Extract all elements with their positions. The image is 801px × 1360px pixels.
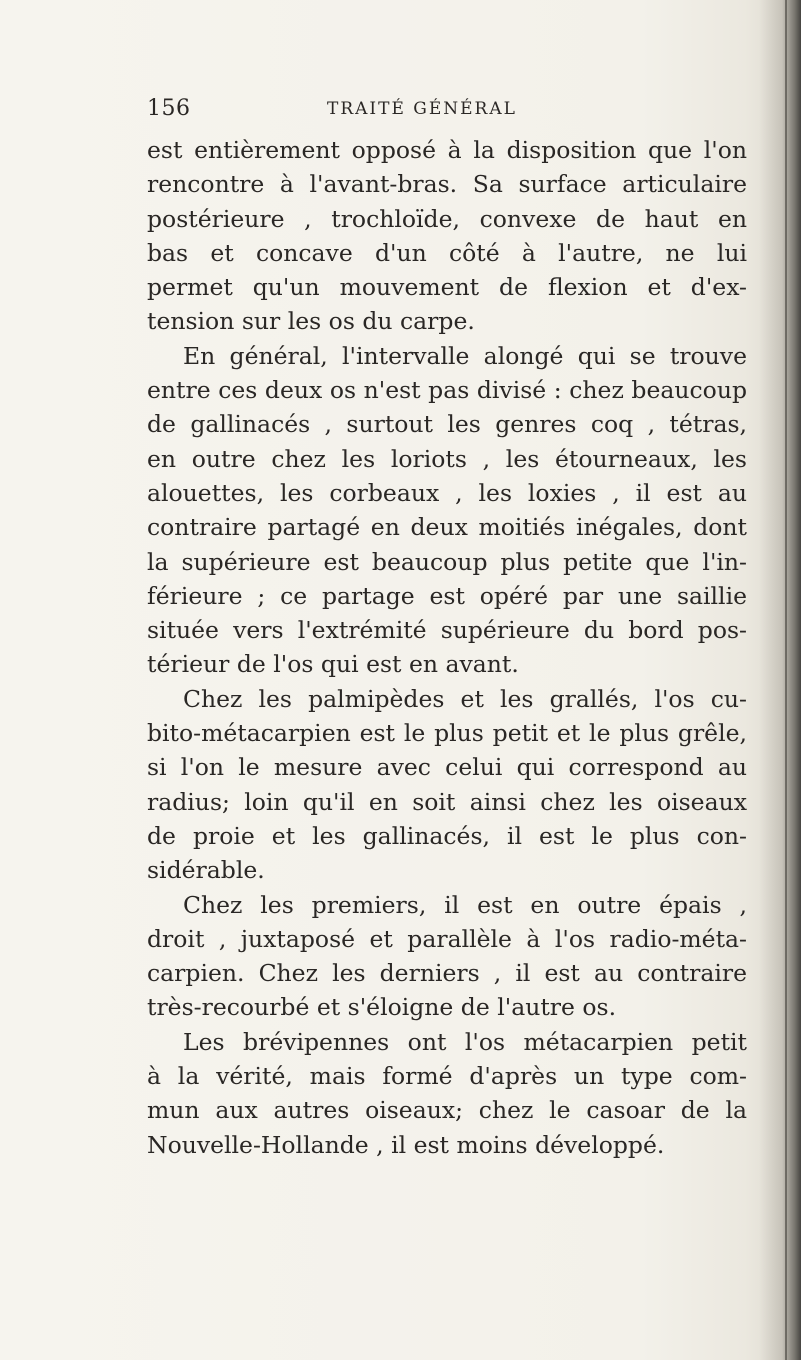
text-line: bas et concave d'un côté à l'autre, ne lui (147, 238, 747, 267)
text-line: bito-métacarpien est le plus petit et le plus grêle, (147, 719, 747, 748)
text-line: térieur de l'os qui est en avant. (147, 650, 519, 679)
page-number: 156 (147, 96, 191, 121)
text-line: entre ces deux os n'est pas divisé : chez beaucoup (147, 376, 747, 405)
text-line: férieure ; ce partage est opéré par une saillie (147, 581, 747, 610)
text-line: à la vérité, mais formé d'après un type com- (147, 1062, 747, 1091)
text-line: En général, l'intervalle alongé qui se trouve (183, 341, 747, 370)
page-edge-shadow (759, 0, 801, 1360)
text-line: Nouvelle-Hollande , il est moins développé. (147, 1130, 665, 1159)
text-line: Chez les premiers, il est en outre épais , (183, 890, 747, 919)
text-line: si l'on le mesure avec celui qui correspond au (147, 753, 747, 782)
text-line: postérieure , trochloïde, convexe de haut en (147, 204, 747, 233)
text-line: sidérable. (147, 856, 265, 885)
text-line: située vers l'extrémité supérieure du bord pos- (147, 616, 747, 645)
text-line: droit , juxtaposé et parallèle à l'os radio-méta- (147, 924, 747, 953)
text-line: permet qu'un mouvement de flexion et d'ex- (147, 273, 747, 302)
text-line: en outre chez les loriots , les étourneaux, les (147, 444, 747, 473)
page-edge-line (785, 0, 787, 1360)
text-line: contraire partagé en deux moitiés inégales, dont (147, 513, 747, 542)
text-line: la supérieure est beaucoup plus petite que l'in- (147, 547, 747, 576)
text-line: très-recourbé et s'éloigne de l'autre os. (147, 993, 617, 1022)
text-line: mun aux autres oiseaux; chez le casoar de la (147, 1096, 747, 1125)
text-line: alouettes, les corbeaux , les loxies , il est au (147, 478, 747, 507)
text-line: radius; loin qu'il en soit ainsi chez les oiseaux (147, 787, 747, 816)
text-line: tension sur les os du carpe. (147, 307, 475, 336)
page-header (147, 96, 737, 124)
text-line: carpien. Chez les derniers , il est au contraire (147, 959, 747, 988)
text-line: de proie et les gallinacés, il est le plus con- (147, 821, 747, 850)
text-line: Chez les palmipèdes et les grallés, l'os cu- (183, 684, 747, 713)
body-text (147, 133, 747, 1162)
text-line: Les brévipennes ont l'os métacarpien petit (183, 1027, 747, 1056)
text-line: est entièrement opposé à la disposition que l'on (147, 136, 747, 164)
running-head: TRAITÉ GÉNÉRAL (327, 99, 517, 119)
text-line: de gallinacés , surtout les genres coq , tétras, (147, 410, 747, 439)
text-line: rencontre à l'avant-bras. Sa surface articulaire (147, 170, 747, 199)
